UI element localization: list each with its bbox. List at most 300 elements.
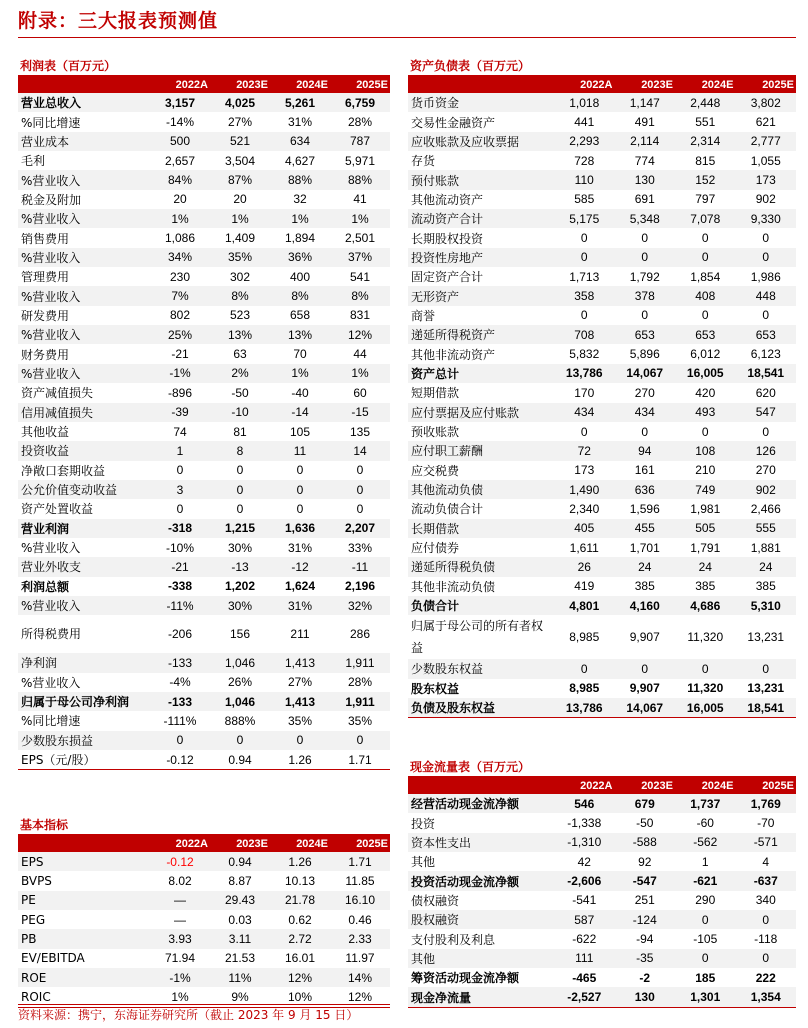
value-cell: 111 — [554, 949, 615, 968]
row-label: 其他流动资产 — [411, 192, 484, 207]
row-label: 货币资金 — [408, 93, 554, 112]
value-cell: 1,301 — [675, 987, 736, 1007]
row-label: 递延所得税负债 — [408, 557, 554, 576]
year-header: 2025E — [330, 835, 390, 852]
value-cell: 0 — [762, 308, 770, 323]
year-header: 2024E — [675, 777, 736, 794]
table-row — [408, 929, 796, 948]
value-cell: -2,527 — [554, 987, 615, 1007]
header-row — [18, 835, 390, 852]
row-label: 归属于母公司净利润 — [18, 692, 150, 711]
year-header: 2024E — [270, 76, 330, 93]
value-cell: 33% — [347, 540, 373, 555]
table-row — [408, 93, 796, 112]
row-label: 流动资产合计 — [408, 209, 554, 228]
value-cell: 0 — [236, 501, 244, 516]
value-cell: -338 — [167, 579, 193, 594]
value-cell: 385 — [755, 579, 776, 594]
row-label: 预收账款 — [411, 425, 460, 440]
value-cell: 14% — [330, 968, 390, 987]
table-row — [408, 248, 796, 267]
value-cell: 173 — [736, 170, 797, 189]
value-cell: 831 — [349, 308, 371, 323]
value-cell: -0.12 — [150, 852, 210, 871]
row-label: 其他非流动资产 — [411, 347, 496, 362]
year-header: 2025E — [330, 76, 390, 93]
table-row — [408, 852, 796, 871]
value-cell: 13% — [210, 325, 270, 344]
value-cell: 541 — [349, 269, 371, 284]
value-cell: 0.62 — [288, 912, 312, 927]
value-cell: 1,854 — [690, 269, 721, 284]
table-row — [18, 93, 390, 112]
value-cell: 26 — [554, 557, 615, 576]
value-cell: 286 — [349, 627, 371, 642]
value-cell: 12% — [330, 325, 390, 344]
value-cell: -50 — [231, 385, 249, 400]
value-cell: 70 — [293, 347, 307, 362]
value-cell: -4% — [169, 675, 191, 690]
value-cell: 1,409 — [224, 231, 256, 246]
header-label-cell — [18, 76, 150, 93]
value-cell: 2,777 — [736, 132, 797, 151]
value-cell: 385 — [634, 579, 655, 594]
value-cell: 2,293 — [554, 132, 615, 151]
value-cell: -111% — [163, 713, 197, 728]
row-label: 股权融资 — [408, 910, 554, 929]
table-row — [408, 228, 796, 247]
table-row — [408, 422, 796, 441]
row-label: 信用减值损失 — [18, 403, 150, 422]
value-cell: 27% — [287, 675, 313, 690]
value-cell: -35 — [615, 949, 676, 968]
value-cell: 0 — [356, 501, 364, 516]
value-cell: 156 — [229, 627, 251, 642]
value-cell: 2% — [210, 364, 270, 383]
value-cell: 210 — [695, 463, 716, 478]
table-row — [18, 112, 390, 131]
value-cell: 1% — [330, 209, 390, 228]
value-cell: -571 — [736, 833, 797, 852]
year-header: 2023E — [210, 76, 270, 93]
value-cell: 35% — [287, 713, 313, 728]
value-cell: -896 — [167, 385, 193, 400]
value-cell: 1,769 — [736, 794, 797, 813]
value-cell: 3.11 — [210, 929, 270, 948]
value-cell: 902 — [755, 192, 776, 207]
value-cell: 0 — [580, 308, 588, 323]
table-row — [18, 692, 390, 711]
value-cell: 1,792 — [629, 269, 660, 284]
row-label: ROE — [18, 968, 150, 987]
value-cell: 0.46 — [348, 912, 372, 927]
row-label: 预付账款 — [408, 170, 554, 189]
value-cell: 41 — [353, 192, 367, 207]
value-cell: 491 — [634, 115, 655, 130]
table-row — [408, 698, 796, 718]
value-cell: 28% — [347, 115, 373, 130]
value-cell: 1,046 — [210, 653, 270, 672]
value-cell: 888% — [224, 713, 256, 728]
table-row — [408, 596, 796, 615]
value-cell: -1,338 — [567, 816, 602, 831]
balance-sheet-table — [408, 76, 796, 718]
value-cell: 2,196 — [344, 579, 376, 594]
value-cell: 434 — [615, 403, 676, 422]
value-cell: 1,413 — [270, 692, 330, 711]
table-row — [18, 871, 390, 890]
table-row — [18, 364, 390, 383]
value-cell: 0 — [701, 231, 709, 246]
value-cell: 4,160 — [615, 596, 676, 615]
value-cell: 0.94 — [210, 750, 270, 770]
value-cell: 0 — [330, 480, 390, 499]
year-header: 2023E — [615, 76, 676, 93]
value-cell: 0 — [580, 231, 588, 246]
value-cell: -206 — [167, 627, 193, 642]
value-cell: 18,541 — [736, 364, 797, 383]
row-label: %营业收入 — [18, 170, 150, 189]
row-label: 支付股利及利息 — [411, 932, 496, 947]
value-cell: 0 — [762, 231, 770, 246]
table-row — [408, 659, 796, 678]
table-row — [408, 577, 796, 596]
value-cell: 620 — [755, 385, 776, 400]
value-cell: 222 — [755, 970, 776, 985]
metrics-section — [18, 816, 390, 1008]
header-row — [408, 777, 796, 794]
row-label: 股东权益 — [411, 681, 460, 696]
value-cell: 0 — [675, 949, 736, 968]
value-cell: 385 — [695, 579, 716, 594]
value-cell: 1,881 — [750, 540, 781, 555]
row-label: 净敞口套期收益 — [21, 463, 106, 478]
value-cell: 0 — [176, 501, 184, 516]
value-cell: 5,310 — [736, 596, 797, 615]
row-label: 其他非流动负债 — [411, 579, 496, 594]
year-header: 2023E — [615, 777, 676, 794]
value-cell: 185 — [695, 970, 716, 985]
value-cell: 11 — [270, 441, 330, 460]
value-cell: 0 — [356, 463, 364, 478]
value-cell: 1,701 — [629, 540, 660, 555]
value-cell: -1% — [150, 364, 210, 383]
table-row — [18, 968, 390, 987]
value-cell: 29.43 — [210, 891, 270, 910]
row-label: 少数股东权益 — [408, 659, 554, 678]
value-cell: 2,657 — [164, 153, 196, 168]
value-cell: 0 — [641, 424, 649, 439]
row-label: 其他流动负债 — [408, 480, 554, 499]
table-row — [18, 170, 390, 189]
value-cell: 34% — [150, 248, 210, 267]
value-cell: 621 — [755, 115, 776, 130]
value-cell: 787 — [330, 132, 390, 151]
value-cell: -637 — [736, 871, 797, 890]
table-row — [18, 929, 390, 948]
page-title: 附录：三大报表预测值 — [18, 10, 219, 32]
value-cell: 24 — [675, 557, 736, 576]
value-cell: 340 — [755, 893, 776, 908]
row-label: 应付票据及应付账款 — [408, 403, 554, 422]
table-row — [408, 190, 796, 209]
value-cell: 5,175 — [554, 209, 615, 228]
row-label: EPS — [18, 852, 150, 871]
row-label: 债权融资 — [411, 893, 460, 908]
value-cell: 2,207 — [330, 519, 390, 538]
value-cell: 0 — [150, 731, 210, 750]
value-cell: 11.85 — [345, 874, 375, 889]
value-cell: 230 — [169, 269, 191, 284]
value-cell: 9,907 — [629, 630, 660, 645]
value-cell: 0 — [176, 463, 184, 478]
table-row — [408, 112, 796, 131]
row-label: 负债合计 — [408, 596, 554, 615]
row-label: 财务费用 — [21, 347, 70, 362]
value-cell: -50 — [636, 816, 654, 831]
year-header: 2025E — [736, 777, 797, 794]
value-cell: 7% — [150, 286, 210, 305]
table-row — [18, 151, 390, 170]
value-cell: 1,713 — [569, 269, 600, 284]
value-cell: 728 — [574, 153, 595, 168]
value-cell: 11% — [210, 968, 270, 987]
value-cell: 2.72 — [270, 929, 330, 948]
value-cell: 521 — [210, 132, 270, 151]
value-cell: -124 — [615, 910, 676, 929]
value-cell: 126 — [736, 441, 797, 460]
table-row — [408, 833, 796, 852]
value-cell: -547 — [615, 871, 676, 890]
row-label: 应付债券 — [411, 541, 460, 556]
table-row — [408, 209, 796, 228]
value-cell: 12% — [270, 968, 330, 987]
table-row — [18, 673, 390, 692]
row-label: 少数股东损益 — [18, 731, 150, 750]
value-cell: -70 — [757, 816, 775, 831]
value-cell: 44 — [353, 347, 367, 362]
table-row — [408, 480, 796, 499]
value-cell: 11.97 — [345, 951, 375, 966]
metrics-table — [18, 835, 390, 1008]
table-row — [408, 968, 796, 987]
value-cell: 5,261 — [270, 93, 330, 112]
table-row — [18, 653, 390, 672]
value-cell: 211 — [290, 627, 310, 642]
table-row — [408, 286, 796, 305]
value-cell: 587 — [554, 910, 615, 929]
value-cell: 0 — [736, 659, 797, 678]
value-cell: 500 — [150, 132, 210, 151]
table-row — [18, 949, 390, 968]
value-cell: 4,686 — [675, 596, 736, 615]
value-cell: 1% — [330, 364, 390, 383]
value-cell: 20 — [233, 192, 247, 207]
value-cell: -21 — [150, 557, 210, 576]
row-label: %营业收入 — [21, 541, 81, 556]
value-cell: 679 — [615, 794, 676, 813]
value-cell: 35% — [210, 248, 270, 267]
table-row — [408, 364, 796, 383]
value-cell: 774 — [634, 153, 655, 168]
value-cell: 1,911 — [330, 692, 390, 711]
value-cell: 1,986 — [750, 269, 781, 284]
value-cell: 2,314 — [675, 132, 736, 151]
value-cell: -0.12 — [150, 750, 210, 770]
table-row — [408, 871, 796, 890]
value-cell: 1% — [270, 364, 330, 383]
value-cell: 10% — [270, 987, 330, 1007]
value-cell: 173 — [574, 463, 595, 478]
row-label: %营业收入 — [18, 596, 150, 615]
row-label: %同比增速 — [21, 714, 81, 729]
row-label: 筹资活动现金流净额 — [411, 971, 520, 986]
value-cell: -21 — [171, 347, 189, 362]
row-label: ROIC — [18, 987, 150, 1007]
value-cell: 11,320 — [687, 630, 724, 645]
value-cell: 81 — [233, 424, 247, 439]
value-cell: 8% — [330, 286, 390, 305]
row-label: %营业收入 — [18, 209, 150, 228]
value-cell: 26% — [227, 675, 253, 690]
value-cell: 505 — [675, 519, 736, 538]
row-label: 资产处置收益 — [21, 502, 94, 517]
value-cell: 3,802 — [736, 93, 797, 112]
value-cell: 1,611 — [569, 540, 599, 555]
value-cell: 448 — [736, 286, 797, 305]
table-row — [18, 615, 390, 653]
value-cell: 16,005 — [675, 698, 736, 718]
value-cell: -15 — [330, 403, 390, 422]
table-row — [18, 267, 390, 286]
value-cell: 10.13 — [284, 874, 316, 889]
value-cell: 0 — [554, 659, 615, 678]
value-cell: 42 — [577, 854, 591, 869]
table-row — [18, 325, 390, 344]
value-cell: -1,310 — [554, 833, 615, 852]
row-label: 负债及股东权益 — [408, 698, 554, 718]
value-cell: 419 — [574, 579, 595, 594]
value-cell: 13,231 — [747, 630, 785, 645]
header-label-cell — [18, 835, 150, 852]
value-cell: 0 — [641, 308, 649, 323]
row-label: 研发费用 — [21, 308, 70, 323]
value-cell: 0 — [580, 424, 588, 439]
value-cell: 1,737 — [675, 794, 736, 813]
table-row — [18, 209, 390, 228]
value-cell: 8,985 — [569, 630, 600, 645]
value-cell: 1,791 — [690, 540, 721, 555]
row-label: 交易性金融资产 — [411, 115, 496, 130]
table-row — [18, 538, 390, 557]
table-row — [408, 910, 796, 929]
value-cell: -10 — [210, 403, 270, 422]
value-cell: 455 — [615, 519, 676, 538]
value-cell: 0 — [736, 248, 797, 267]
table-row — [408, 813, 796, 832]
table-row — [18, 422, 390, 441]
value-cell: 2,501 — [344, 231, 376, 246]
row-label: PE — [18, 891, 150, 910]
value-cell: 1% — [270, 209, 330, 228]
row-label: %营业收入 — [21, 675, 81, 690]
source-footnote: 资料来源：携宁，东海证券研究所（截止 2023 年 9 月 15 日） — [18, 1008, 359, 1022]
value-cell: 0 — [236, 463, 244, 478]
value-cell: 170 — [574, 385, 595, 400]
value-cell: -118 — [754, 932, 778, 947]
row-label: 其他收益 — [21, 425, 70, 440]
value-cell: 3,504 — [224, 153, 256, 168]
value-cell: 1,636 — [270, 519, 330, 538]
value-cell: -1% — [150, 968, 210, 987]
table-row — [408, 383, 796, 402]
value-cell: 1,981 — [690, 501, 721, 516]
value-cell: 1,147 — [615, 93, 676, 112]
table-row — [408, 949, 796, 968]
value-cell: 691 — [634, 192, 655, 207]
value-cell: 74 — [173, 424, 187, 439]
value-cell: 110 — [554, 170, 615, 189]
row-label: 资产减值损失 — [21, 386, 94, 401]
row-label: 营业利润 — [18, 519, 150, 538]
value-cell: 13,786 — [554, 364, 615, 383]
table-row — [18, 248, 390, 267]
row-label: 投资性房地产 — [408, 248, 554, 267]
value-cell: -588 — [615, 833, 676, 852]
value-cell: 20 — [173, 192, 187, 207]
value-cell: 32 — [293, 192, 307, 207]
row-label: 管理费用 — [21, 270, 70, 285]
row-label: 资本性支出 — [408, 833, 554, 852]
value-cell: 28% — [347, 675, 373, 690]
value-cell: 0 — [210, 480, 270, 499]
year-header: 2022A — [554, 777, 615, 794]
value-cell: 0 — [554, 248, 615, 267]
table-row — [408, 538, 796, 557]
value-cell: 378 — [615, 286, 676, 305]
table-row — [408, 794, 796, 813]
value-cell: 6,012 — [690, 347, 721, 362]
value-cell: 16.01 — [284, 951, 316, 966]
value-cell: 0.94 — [210, 852, 270, 871]
row-label: 营业外收支 — [18, 557, 150, 576]
value-cell: 24 — [736, 557, 797, 576]
value-cell: 251 — [634, 893, 655, 908]
value-cell: 546 — [554, 794, 615, 813]
balance-sheet-title: 资产负债表（百万元） — [408, 57, 796, 76]
value-cell: 35% — [347, 713, 373, 728]
table-row — [18, 731, 390, 750]
value-cell: 1,894 — [284, 231, 316, 246]
value-cell: 7,078 — [675, 209, 736, 228]
value-cell: 270 — [755, 463, 776, 478]
year-header: 2022A — [150, 76, 210, 93]
row-label: 资产总计 — [408, 364, 554, 383]
value-cell: 63 — [233, 347, 247, 362]
row-label: 所得税费用 — [21, 627, 82, 642]
value-cell: 8.02 — [168, 874, 192, 889]
row-label: 现金净流量 — [408, 987, 554, 1007]
value-cell: 4,627 — [284, 153, 316, 168]
value-cell: 408 — [675, 286, 736, 305]
value-cell: 358 — [554, 286, 615, 305]
value-cell: -541 — [572, 893, 597, 908]
table-row — [408, 891, 796, 910]
table-row — [408, 325, 796, 344]
value-cell: 88% — [270, 170, 330, 189]
value-cell: 1,055 — [750, 153, 781, 168]
value-cell: 84% — [150, 170, 210, 189]
